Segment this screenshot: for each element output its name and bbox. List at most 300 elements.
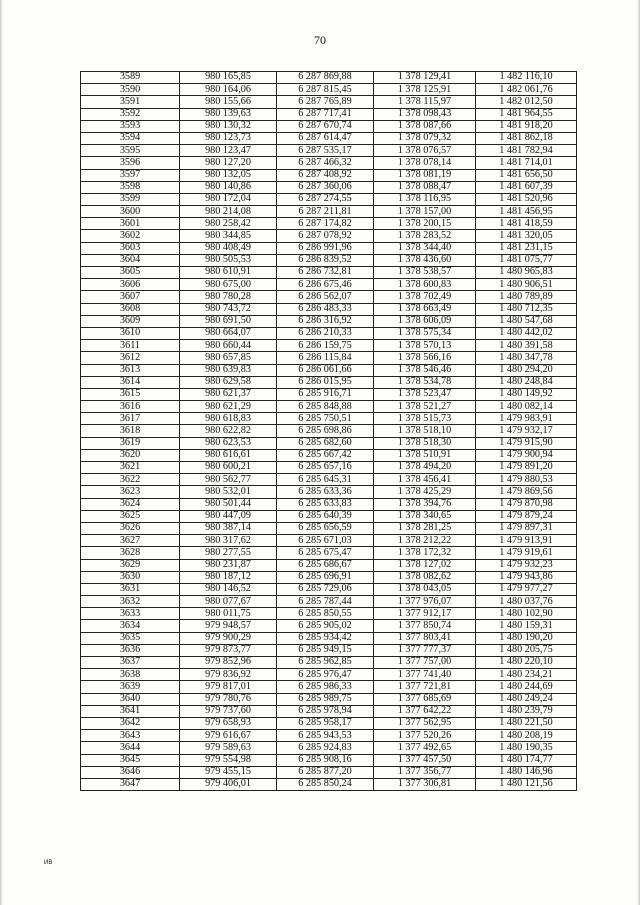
coordinate-cell: 1 481 656,50 (476, 169, 577, 181)
coordinate-cell: 1 481 418,59 (476, 218, 577, 230)
table-row (81, 327, 577, 339)
coordinate-cell: 6 285 958,17 (277, 717, 374, 729)
point-number-cell: 3605 (81, 267, 180, 279)
coordinate-cell: 1 378 081,19 (374, 169, 476, 181)
coordinate-cell: 1 378 115,97 (374, 96, 476, 108)
coordinate-cell: 6 285 850,55 (277, 608, 374, 620)
coordinate-cell: 1 481 231,15 (476, 242, 577, 254)
table-row (81, 547, 577, 559)
coordinate-cell: 1 480 234,21 (476, 669, 577, 681)
table-row (81, 657, 577, 669)
coordinate-cell: 1 377 777,37 (374, 644, 476, 656)
coordinate-cell: 1 481 520,96 (476, 193, 577, 205)
coordinate-cell: 1 378 125,91 (374, 84, 476, 96)
coordinate-cell: 980 447,09 (180, 510, 277, 522)
table-row (81, 96, 577, 108)
table-row (81, 730, 577, 742)
coordinate-cell: 1 378 546,46 (374, 364, 476, 376)
coordinate-cell: 980 657,85 (180, 352, 277, 364)
coordinate-cell: 980 011,75 (180, 608, 277, 620)
coordinate-cell: 1 377 741,40 (374, 669, 476, 681)
coordinate-cell: 1 480 294,20 (476, 364, 577, 376)
coordinate-cell: 6 285 671,03 (277, 535, 374, 547)
coordinate-cell: 6 285 905,02 (277, 620, 374, 632)
coordinate-cell: 980 165,85 (180, 72, 277, 84)
coordinate-cell: 1 479 879,24 (476, 510, 577, 522)
coordinate-cell: 1 377 912,17 (374, 608, 476, 620)
coordinate-cell: 980 664,07 (180, 327, 277, 339)
coordinate-cell: 1 378 212,22 (374, 535, 476, 547)
coordinate-cell: 1 378 172,32 (374, 547, 476, 559)
coordinate-cell: 1 480 190,20 (476, 632, 577, 644)
coordinate-cell: 1 480 220,10 (476, 657, 577, 669)
coordinate-cell: 1 378 098,43 (374, 108, 476, 120)
coordinate-cell: 979 406,01 (180, 778, 277, 790)
coordinate-cell: 980 691,50 (180, 315, 277, 327)
table-row (81, 449, 577, 461)
coordinate-cell: 1 481 918,20 (476, 120, 577, 132)
coordinate-cell: 6 285 633,83 (277, 498, 374, 510)
coordinate-cell: 980 562,77 (180, 474, 277, 486)
coordinate-cell: 980 622,82 (180, 425, 277, 437)
point-number-cell: 3622 (81, 474, 180, 486)
coordinate-cell: 980 610,91 (180, 267, 277, 279)
coordinate-cell: 1 378 078,14 (374, 157, 476, 169)
coordinate-cell: 6 286 159,75 (277, 340, 374, 352)
coordinate-cell: 980 675,00 (180, 279, 277, 291)
coordinate-cell: 980 130,32 (180, 120, 277, 132)
coordinate-cell: 6 285 916,71 (277, 388, 374, 400)
coordinate-cell: 6 285 750,51 (277, 413, 374, 425)
coordinate-cell: 980 408,49 (180, 242, 277, 254)
point-number-cell: 3592 (81, 108, 180, 120)
coordinate-cell: 1 378 425,29 (374, 486, 476, 498)
coordinate-cell: 6 286 839,52 (277, 254, 374, 266)
coordinate-cell: 1 378 076,57 (374, 145, 476, 157)
table-row (81, 632, 577, 644)
table-row (81, 242, 577, 254)
coordinate-cell: 6 287 614,47 (277, 132, 374, 144)
coordinate-cell: 1 480 149,92 (476, 388, 577, 400)
coordinate-cell: 6 285 640,39 (277, 510, 374, 522)
coordinate-cell: 6 287 078,92 (277, 230, 374, 242)
coordinate-cell: 980 623,53 (180, 437, 277, 449)
page-number: 70 (314, 33, 326, 47)
coordinate-cell: 1 378 344,40 (374, 242, 476, 254)
coordinate-cell: 1 378 283,52 (374, 230, 476, 242)
point-number-cell: 3614 (81, 376, 180, 388)
coordinate-cell: 979 836,92 (180, 669, 277, 681)
point-number-cell: 3620 (81, 449, 180, 461)
coordinate-cell: 1 378 456,41 (374, 474, 476, 486)
coordinate-cell: 6 286 316,92 (277, 315, 374, 327)
coordinate-cell: 6 285 686,67 (277, 559, 374, 571)
table-row (81, 84, 577, 96)
point-number-cell: 3599 (81, 193, 180, 205)
coordinate-cell: 6 287 174,82 (277, 218, 374, 230)
coordinate-cell: 6 286 675,46 (277, 279, 374, 291)
coordinate-cell: 1 378 088,47 (374, 181, 476, 193)
coordinate-cell: 1 377 306,81 (374, 778, 476, 790)
coordinate-cell: 1 481 320,05 (476, 230, 577, 242)
coordinate-cell: 6 285 924,83 (277, 742, 374, 754)
point-number-cell: 3601 (81, 218, 180, 230)
table-row (81, 644, 577, 656)
point-number-cell: 3635 (81, 632, 180, 644)
point-number-cell: 3628 (81, 547, 180, 559)
coordinate-cell: 1 479 943,86 (476, 571, 577, 583)
coordinate-cell: 1 377 976,07 (374, 596, 476, 608)
point-number-cell: 3642 (81, 717, 180, 729)
coordinate-cell: 1 378 570,13 (374, 340, 476, 352)
coordinate-cell: 1 378 281,25 (374, 522, 476, 534)
table-row (81, 596, 577, 608)
point-number-cell: 3621 (81, 462, 180, 474)
coordinate-cell: 980 077,67 (180, 596, 277, 608)
table-row (81, 522, 577, 534)
coordinate-cell: 1 378 518,10 (374, 425, 476, 437)
coordinate-cell: 6 285 657,16 (277, 462, 374, 474)
coordinate-cell: 1 378 079,32 (374, 132, 476, 144)
coordinate-cell: 6 285 667,42 (277, 449, 374, 461)
table-row (81, 254, 577, 266)
coordinate-cell: 1 378 494,20 (374, 462, 476, 474)
point-number-cell: 3613 (81, 364, 180, 376)
coordinate-cell: 979 658,93 (180, 717, 277, 729)
point-number-cell: 3610 (81, 327, 180, 339)
point-number-cell: 3604 (81, 254, 180, 266)
coordinate-cell: 1 480 102,90 (476, 608, 577, 620)
coordinate-cell: 1 481 607,39 (476, 181, 577, 193)
table-row (81, 425, 577, 437)
coordinate-cell: 1 479 870,98 (476, 498, 577, 510)
coordinate-cell: 6 287 765,89 (277, 96, 374, 108)
coordinate-cell: 1 378 521,27 (374, 401, 476, 413)
coordinate-cell: 6 285 989,75 (277, 693, 374, 705)
coordinate-cell: 6 285 656,59 (277, 522, 374, 534)
table-row (81, 535, 577, 547)
coordinate-cell: 1 378 518,30 (374, 437, 476, 449)
coordinate-cell: 1 378 129,41 (374, 72, 476, 84)
coordinate-cell: 1 377 642,22 (374, 705, 476, 717)
coordinate-cell: 6 285 877,20 (277, 766, 374, 778)
coordinate-cell: 6 285 934,42 (277, 632, 374, 644)
coordinate-cell: 1 482 061,76 (476, 84, 577, 96)
table-row (81, 108, 577, 120)
point-number-cell: 3615 (81, 388, 180, 400)
coordinate-cell: 6 285 696,91 (277, 571, 374, 583)
point-number-cell: 3627 (81, 535, 180, 547)
coordinate-cell: 6 286 732,81 (277, 267, 374, 279)
coordinate-cell: 1 480 208,19 (476, 730, 577, 742)
point-number-cell: 3632 (81, 596, 180, 608)
coordinate-cell: 979 616,67 (180, 730, 277, 742)
table-row (81, 132, 577, 144)
table-row (81, 291, 577, 303)
coordinate-cell: 1 480 347,78 (476, 352, 577, 364)
coordinate-cell: 1 481 862,18 (476, 132, 577, 144)
table-row (81, 145, 577, 157)
coordinate-cell: 1 480 221,50 (476, 717, 577, 729)
table-row (81, 571, 577, 583)
point-number-cell: 3602 (81, 230, 180, 242)
coordinate-cell: 980 621,37 (180, 388, 277, 400)
coordinate-cell: 1 378 538,57 (374, 267, 476, 279)
coordinate-cell: 1 480 789,89 (476, 291, 577, 303)
coordinate-cell: 1 378 394,76 (374, 498, 476, 510)
table-row (81, 681, 577, 693)
table-row (81, 315, 577, 327)
coordinates-table-body (81, 72, 577, 791)
point-number-cell: 3633 (81, 608, 180, 620)
table-row (81, 230, 577, 242)
coordinate-cell: 1 479 977,27 (476, 583, 577, 595)
coordinate-cell: 1 378 600,83 (374, 279, 476, 291)
coordinate-cell: 6 285 962,85 (277, 657, 374, 669)
point-number-cell: 3629 (81, 559, 180, 571)
table-row (81, 181, 577, 193)
coordinate-cell: 6 287 466,32 (277, 157, 374, 169)
coordinate-cell: 1 480 174,77 (476, 754, 577, 766)
coordinate-cell: 980 164,06 (180, 84, 277, 96)
point-number-cell: 3646 (81, 766, 180, 778)
coordinate-cell: 1 480 082,14 (476, 401, 577, 413)
table-row (81, 413, 577, 425)
coordinate-cell: 1 378 043,05 (374, 583, 476, 595)
coordinate-cell: 6 285 908,16 (277, 754, 374, 766)
table-row (81, 218, 577, 230)
coordinate-cell: 1 480 712,35 (476, 303, 577, 315)
table-row (81, 120, 577, 132)
point-number-cell: 3631 (81, 583, 180, 595)
coordinate-cell: 980 780,28 (180, 291, 277, 303)
coordinate-cell: 1 377 721,81 (374, 681, 476, 693)
point-number-cell: 3594 (81, 132, 180, 144)
point-number-cell: 3644 (81, 742, 180, 754)
coordinate-cell: 6 287 815,45 (277, 84, 374, 96)
point-number-cell: 3590 (81, 84, 180, 96)
coordinate-cell: 6 285 949,15 (277, 644, 374, 656)
coordinate-cell: 980 600,21 (180, 462, 277, 474)
table-row (81, 364, 577, 376)
coordinate-cell: 1 378 157,00 (374, 206, 476, 218)
point-number-cell: 3623 (81, 486, 180, 498)
coordinate-cell: 6 285 645,31 (277, 474, 374, 486)
coordinates-table-container (80, 71, 577, 791)
table-row (81, 705, 577, 717)
coordinate-cell: 6 285 682,60 (277, 437, 374, 449)
point-number-cell: 3596 (81, 157, 180, 169)
coordinate-cell: 980 639,83 (180, 364, 277, 376)
coordinate-cell: 979 948,57 (180, 620, 277, 632)
coordinate-cell: 980 387,14 (180, 522, 277, 534)
point-number-cell: 3603 (81, 242, 180, 254)
point-number-cell: 3640 (81, 693, 180, 705)
table-row (81, 474, 577, 486)
coordinate-cell: 1 479 932,23 (476, 559, 577, 571)
coordinate-cell: 1 480 190,35 (476, 742, 577, 754)
coordinate-cell: 6 285 978,94 (277, 705, 374, 717)
table-row (81, 267, 577, 279)
coordinate-cell: 1 378 116,95 (374, 193, 476, 205)
coordinate-cell: 1 378 663,49 (374, 303, 476, 315)
coordinate-cell: 979 817,01 (180, 681, 277, 693)
point-number-cell: 3595 (81, 145, 180, 157)
coordinate-cell: 980 616,61 (180, 449, 277, 461)
coordinate-cell: 980 501,44 (180, 498, 277, 510)
coordinate-cell: 6 285 633,36 (277, 486, 374, 498)
point-number-cell: 3634 (81, 620, 180, 632)
table-row (81, 583, 577, 595)
coordinate-cell: 6 286 061,66 (277, 364, 374, 376)
point-number-cell: 3647 (81, 778, 180, 790)
point-number-cell: 3630 (81, 571, 180, 583)
coordinate-cell: 6 287 670,74 (277, 120, 374, 132)
table-row (81, 340, 577, 352)
point-number-cell: 3637 (81, 657, 180, 669)
coordinate-cell: 980 277,55 (180, 547, 277, 559)
coordinate-cell: 980 258,42 (180, 218, 277, 230)
footer-mark: ИВ (44, 860, 53, 866)
coordinate-cell: 1 480 205,75 (476, 644, 577, 656)
coordinate-cell: 1 480 249,24 (476, 693, 577, 705)
coordinate-cell: 6 287 211,81 (277, 206, 374, 218)
table-row (81, 608, 577, 620)
table-row (81, 206, 577, 218)
table-row (81, 498, 577, 510)
table-row (81, 303, 577, 315)
point-number-cell: 3593 (81, 120, 180, 132)
coordinate-cell: 1 377 850,74 (374, 620, 476, 632)
coordinate-cell: 980 123,47 (180, 145, 277, 157)
coordinate-cell: 980 743,72 (180, 303, 277, 315)
point-number-cell: 3618 (81, 425, 180, 437)
coordinate-cell: 1 479 891,20 (476, 462, 577, 474)
table-row (81, 352, 577, 364)
coordinate-cell: 6 287 869,88 (277, 72, 374, 84)
coordinate-cell: 1 480 248,84 (476, 376, 577, 388)
coordinate-cell: 1 378 200,15 (374, 218, 476, 230)
point-number-cell: 3608 (81, 303, 180, 315)
coordinate-cell: 980 127,20 (180, 157, 277, 169)
coordinate-cell: 1 480 037,76 (476, 596, 577, 608)
coordinate-cell: 1 378 566,16 (374, 352, 476, 364)
table-row (81, 693, 577, 705)
coordinate-cell: 980 132,05 (180, 169, 277, 181)
coordinate-cell: 6 285 698,86 (277, 425, 374, 437)
coordinate-cell: 980 317,62 (180, 535, 277, 547)
coordinate-cell: 1 378 523,47 (374, 388, 476, 400)
coordinate-cell: 1 480 442,02 (476, 327, 577, 339)
coordinate-cell: 1 480 547,68 (476, 315, 577, 327)
coordinate-cell: 1 378 534,78 (374, 376, 476, 388)
coordinate-cell: 979 873,77 (180, 644, 277, 656)
coordinate-cell: 1 377 562,95 (374, 717, 476, 729)
point-number-cell: 3612 (81, 352, 180, 364)
point-number-cell: 3606 (81, 279, 180, 291)
coordinate-cell: 1 479 983,91 (476, 413, 577, 425)
coordinate-cell: 6 285 787,44 (277, 596, 374, 608)
coordinate-cell: 1 479 913,91 (476, 535, 577, 547)
coordinate-cell: 980 123,73 (180, 132, 277, 144)
table-row (81, 754, 577, 766)
coordinate-cell: 6 287 274,55 (277, 193, 374, 205)
coordinate-cell: 6 285 976,47 (277, 669, 374, 681)
point-number-cell: 3624 (81, 498, 180, 510)
coordinate-cell: 1 480 239,79 (476, 705, 577, 717)
table-row (81, 766, 577, 778)
coordinate-cell: 1 481 964,55 (476, 108, 577, 120)
coordinate-cell: 980 660,44 (180, 340, 277, 352)
coordinate-cell: 1 480 146,96 (476, 766, 577, 778)
coordinate-cell: 6 285 986,33 (277, 681, 374, 693)
point-number-cell: 3617 (81, 413, 180, 425)
table-row (81, 279, 577, 291)
coordinate-cell: 1 377 356,77 (374, 766, 476, 778)
coordinate-cell: 6 286 562,07 (277, 291, 374, 303)
coordinate-cell: 1 378 127,02 (374, 559, 476, 571)
coordinate-cell: 1 479 869,56 (476, 486, 577, 498)
coordinate-cell: 980 505,53 (180, 254, 277, 266)
coordinate-cell: 980 146,52 (180, 583, 277, 595)
coordinate-cell: 6 286 115,84 (277, 352, 374, 364)
coordinate-cell: 980 621,29 (180, 401, 277, 413)
coordinate-cell: 1 479 915,90 (476, 437, 577, 449)
point-number-cell: 3641 (81, 705, 180, 717)
coordinate-cell: 1 378 575,34 (374, 327, 476, 339)
coordinate-cell: 980 139,63 (180, 108, 277, 120)
point-number-cell: 3607 (81, 291, 180, 303)
table-row (81, 72, 577, 84)
coordinate-cell: 6 287 717,41 (277, 108, 374, 120)
coordinate-cell: 1 480 159,31 (476, 620, 577, 632)
point-number-cell: 3639 (81, 681, 180, 693)
coordinate-cell: 6 286 991,96 (277, 242, 374, 254)
coordinate-cell: 1 377 457,50 (374, 754, 476, 766)
coordinate-cell: 6 286 015,95 (277, 376, 374, 388)
coordinate-cell: 1 480 391,58 (476, 340, 577, 352)
coordinate-cell: 6 287 535,17 (277, 145, 374, 157)
point-number-cell: 3645 (81, 754, 180, 766)
coordinate-cell: 1 378 510,91 (374, 449, 476, 461)
coordinate-cell: 1 378 087,66 (374, 120, 476, 132)
coordinate-cell: 1 377 520,26 (374, 730, 476, 742)
coordinate-cell: 979 455,15 (180, 766, 277, 778)
point-number-cell: 3619 (81, 437, 180, 449)
coordinates-table (80, 71, 577, 791)
coordinate-cell: 6 286 210,33 (277, 327, 374, 339)
coordinate-cell: 1 480 244,69 (476, 681, 577, 693)
coordinate-cell: 979 852,96 (180, 657, 277, 669)
table-row (81, 778, 577, 790)
coordinate-cell: 1 479 900,94 (476, 449, 577, 461)
coordinate-cell: 6 285 850,24 (277, 778, 374, 790)
table-row (81, 620, 577, 632)
coordinate-cell: 980 214,08 (180, 206, 277, 218)
table-row (81, 388, 577, 400)
coordinate-cell: 6 287 360,06 (277, 181, 374, 193)
coordinate-cell: 980 231,87 (180, 559, 277, 571)
coordinate-cell: 980 172,04 (180, 193, 277, 205)
coordinate-cell: 6 287 408,92 (277, 169, 374, 181)
coordinate-cell: 1 482 116,10 (476, 72, 577, 84)
table-row (81, 669, 577, 681)
coordinate-cell: 1 480 906,51 (476, 279, 577, 291)
coordinate-cell: 6 285 675,47 (277, 547, 374, 559)
table-row (81, 742, 577, 754)
point-number-cell: 3643 (81, 730, 180, 742)
point-number-cell: 3597 (81, 169, 180, 181)
